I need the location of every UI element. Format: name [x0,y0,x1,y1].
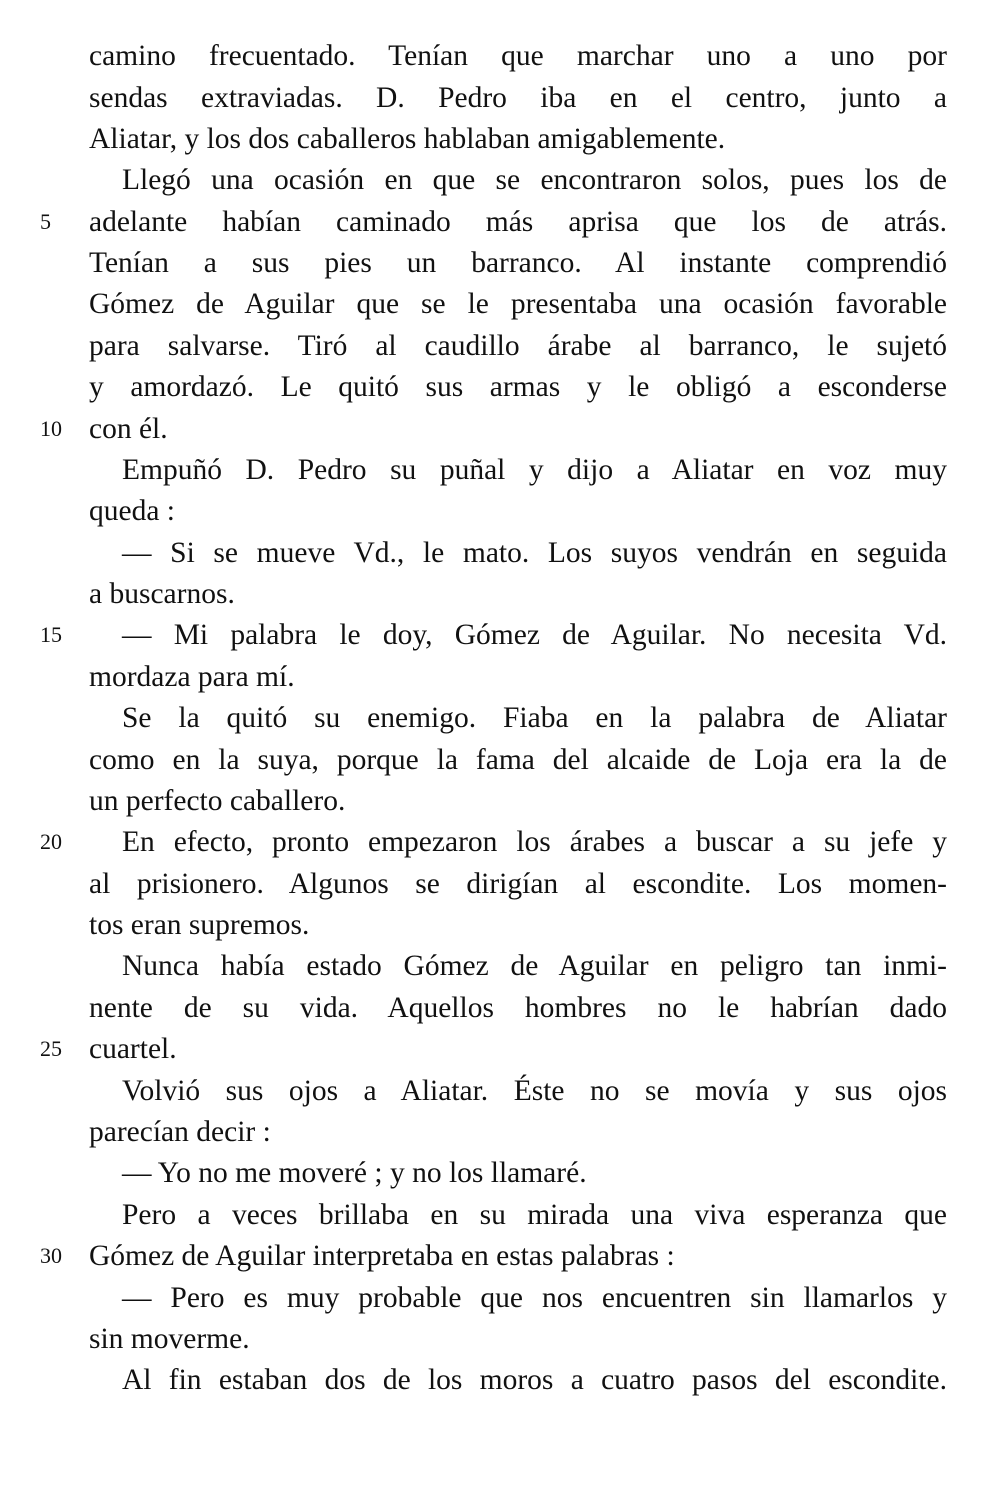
text-line: queda : [89,495,176,527]
text-line: — Pero es muy probable que nos encuentren sin llamarlos y [122,1282,947,1314]
text-line: Gómez de Aguilar interpretaba en estas palabras : [89,1240,675,1272]
line-number: 30 [40,1243,62,1268]
text-line: un perfecto caballero. [89,785,346,817]
text-line: — Yo no me moveré ; y no los llamaré. [122,1157,587,1189]
text-line: con él. [89,413,168,445]
line-number: 10 [40,416,62,441]
text-line: para salvarse. Tiró al caudillo árabe al barranco, le sujetó [89,330,947,362]
text-line: parecían decir : [89,1116,271,1148]
text-line: camino frecuentado. Tenían que marchar uno a uno por [89,40,947,72]
text-line: Pero a veces brillaba en su mirada una viva esperanza que [122,1199,947,1231]
text-line: Volvió sus ojos a Aliatar. Éste no se movía y sus ojos [122,1075,947,1107]
line-number: 25 [40,1036,62,1061]
text-line: tos eran supremos. [89,909,310,941]
text-line: a buscarnos. [89,578,235,610]
text-line: — Mi palabra le doy, Gómez de Aguilar. No necesita Vd. [122,619,947,651]
text-line: — Si se mueve Vd., le mato. Los suyos vendrán en seguida [122,537,947,569]
text-line: Aliatar, y los dos caballeros hablaban amigablemente. [89,123,726,155]
line-number: 20 [40,829,62,854]
line-number: 5 [40,209,51,234]
text-line: sendas extraviadas. D. Pedro iba en el centro, junto a [89,82,947,114]
text-line: Tenían a sus pies un barranco. Al instante comprendió [89,247,947,279]
text-line: En efecto, pronto empezaron los árabes a buscar a su jefe y [122,826,947,858]
text-line: Llegó una ocasión en que se encontraron solos, pues los de [122,164,947,196]
text-line: Empuñó D. Pedro su puñal y dijo a Aliatar en voz muy [122,454,947,486]
text-line: Se la quitó su enemigo. Fiaba en la palabra de Aliatar [122,702,947,734]
text-line: y amordazó. Le quitó sus armas y le obligó a esconderse [89,371,947,403]
text-line: Gómez de Aguilar que se le presentaba una ocasión favorable [89,288,947,320]
text-line: Al fin estaban dos de los moros a cuatro pasos del escondite. [122,1364,947,1396]
text-line: como en la suya, porque la fama del alcaide de Loja era la de [89,744,947,776]
line-number: 15 [40,622,62,647]
text-line: cuartel. [89,1033,177,1065]
text-line: mordaza para mí. [89,661,295,693]
text-line: sin moverme. [89,1323,250,1355]
text-line: adelante habían caminado más aprisa que los de atrás. [89,206,947,238]
text-line: al prisionero. Algunos se dirigían al escondite. Los momen- [89,868,947,900]
text-line: nente de su vida. Aquellos hombres no le habrían dado [89,992,947,1024]
text-line: Nunca había estado Gómez de Aguilar en peligro tan inmi- [122,950,947,982]
